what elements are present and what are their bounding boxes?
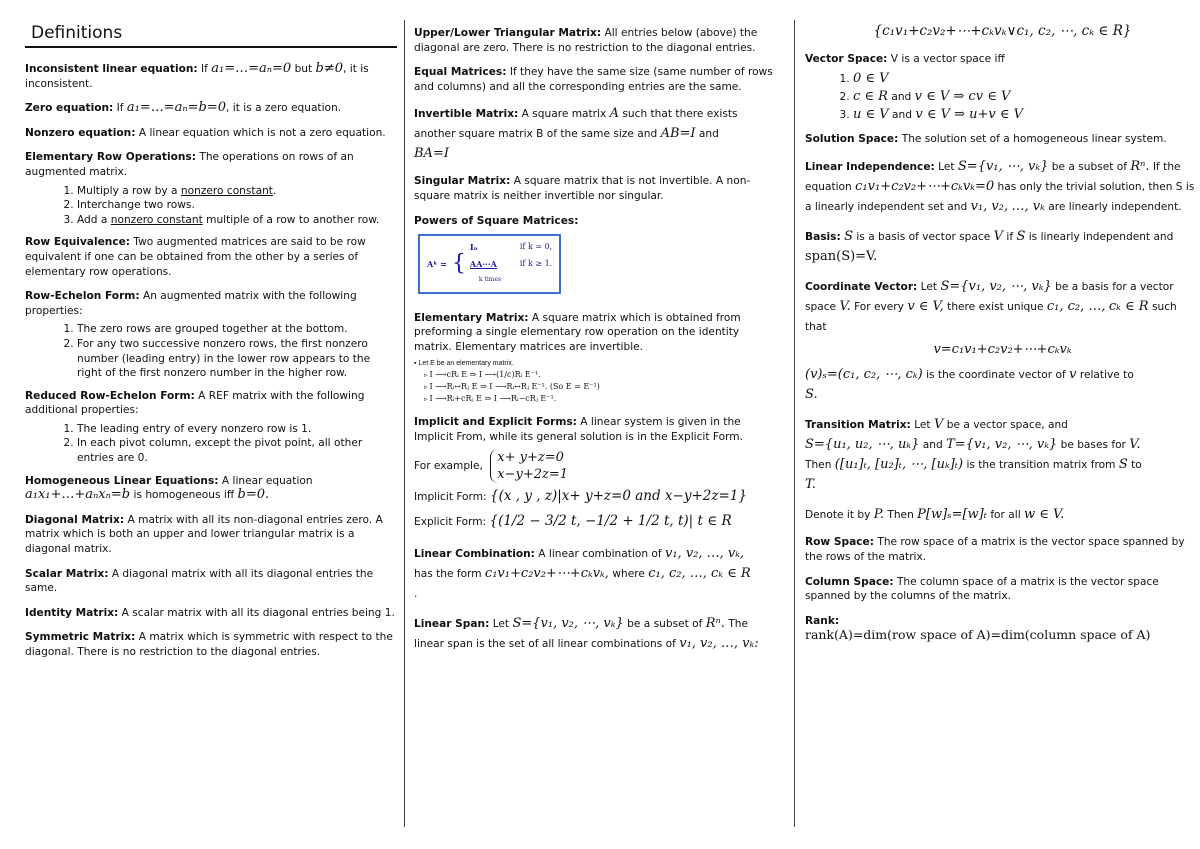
title-underline — [25, 46, 397, 48]
transition-denote: Denote it by P. Then P[w]ₛ=[w]ₜ for all w ∈ V. — [805, 507, 1065, 523]
coordinate-equation: v=c₁v₁+c₂v₂+⋯+cₖvₖ — [933, 341, 1072, 357]
def-homogeneous: Homogeneous Linear Equations: A linear equation a₁x₁+…+aₙxₙ=b is homogeneous iff b=0. — [25, 474, 313, 503]
def-linear-span: Linear Span: Let S={v₁, v₂, ⋯, vₖ} be a subset of Rⁿ. The linear span is the set of all linear combinations of v₁, v₂, …, vₖ: — [414, 615, 759, 651]
coordinate-vector-note: (v)ₛ=(c₁, c₂, ⋯, cₖ) is the coordinate vector of v relative to S. — [805, 367, 1134, 403]
powers-formula-image: Aᵏ = { Iₙ if k = 0, AA···A if k ≥ 1. k times — [418, 234, 561, 294]
example-system: For example, x+ y+z=0 x−y+2z=1 — [414, 449, 569, 482]
ero-list — [25, 184, 397, 228]
list-item: 1. The zero rows are grouped together at the bottom. — [77, 322, 397, 337]
column-divider-1 — [404, 20, 405, 827]
def-row-space: Row Space: The row space of a matrix is the vector space spanned by the rows of the matrix. — [805, 536, 1185, 563]
def-column-space: Column Space: The column space of a matrix is the vector space spanned by the columns of the matrix. — [805, 575, 1159, 603]
def-elementary-matrix: Elementary Matrix: A square matrix which is obtained from preforming a single elementary row operation on the identity matrix. Elementary matrices are invertible. — [414, 311, 741, 353]
def-linear-combination: Linear Combination: A linear combination of v₁, v₂, …, vₖ, has the form c₁v₁+c₂v₂+⋯+cₖvₖ, where c₁, c₂, …, cₖ ∈ R . — [414, 545, 751, 600]
rref-list — [25, 422, 397, 466]
def-linear-independence: Linear Independence: Let S={v₁, ⋯, vₖ} be a subset of Rⁿ. If the equation c₁v₁+c₂v₂+⋯+cₖvₖ=0 has only the trivial solution, then S is a linearly independent set and v₁, v₂, …, vₖ are linearly independent. — [805, 158, 1195, 214]
def-solution-space: Solution Space: The solution set of a homogeneous linear system. — [805, 133, 1167, 146]
def-vector-space: Vector Space: V is a vector space iff — [805, 52, 1005, 65]
def-triangular: Upper/Lower Triangular Matrix: All entries below (above) the diagonal are zero. There is no restriction to the diagonal entries. — [414, 27, 758, 54]
ref-list — [25, 322, 397, 380]
def-zero-equation: Zero equation: If a₁=…=aₙ=b=0, it is a zero equation. — [25, 100, 342, 116]
def-powers: Powers of Square Matrices: — [414, 214, 579, 227]
def-transition-matrix: Transition Matrix: Let V be a vector space, and S={u₁, u₂, ⋯, uₖ} and T={v₁, v₂, ⋯, vₖ} be bases for V. Then ([u₁]ₜ, [u₂]ₜ, ⋯, [uₖ]ₜ) is the transition matrix from S to T. — [805, 417, 1142, 493]
def-coordinate-vector: Coordinate Vector: Let S={v₁, v₂, ⋯, vₖ} be a basis for a vector space V. For every v ∈ V, there exist unique c₁, c₂, …, cₖ ∈ R such that — [805, 278, 1177, 333]
list-item: 3. Add a nonzero constant multiple of a row to another row. — [77, 213, 397, 228]
def-invertible: Invertible Matrix: A square matrix A such that there exists another square matrix B of the same size and AB=I and BA=I — [414, 106, 738, 162]
def-row-equivalence: Row Equivalence: Two augmented matrices are said to be row equivalent if one can be obtained from the other by a series of elementary row operations. — [25, 236, 366, 278]
def-scalar: Scalar Matrix: A diagonal matrix with all its diagonal entries the same. — [25, 567, 374, 595]
def-symmetric: Symmetric Matrix: A matrix which is symmetric with respect to the diagonal. There is no restriction to the diagonal entries. — [25, 631, 393, 658]
implicit-form: Implicit Form: {(x , y , z)|x+ y+z=0 and x−y+2z=1} — [414, 487, 747, 504]
elementary-matrix-image: ▪ Let E be an elementary matrix. ▹ I ⟶cRᵢ E ⇒ I ⟶(1/c)Rᵢ E⁻¹. ▹ I ⟶Rᵢ↔Rⱼ E ⇒ I ⟶Rᵢ↔Rⱼ E⁻¹. (So E = E⁻¹) ▹ I ⟶Rᵢ+cRⱼ E ⇒ I ⟶Rᵢ−cRⱼ E⁻¹. — [414, 360, 600, 404]
def-singular: Singular Matrix: A square matrix that is not invertible. A non-square matrix is neither invertible nor singular. — [414, 175, 751, 202]
list-item: 1. Multiply a row by a nonzero constant. — [77, 184, 397, 199]
def-equal-matrices: Equal Matrices: If they have the same size (same number of rows and columns) and all the corresponding entries are the same. — [414, 66, 773, 93]
def-inconsistent: Inconsistent linear equation: If a₁=…=aₙ=0 but b≠0, it is inconsistent. — [25, 61, 369, 90]
explicit-form: Explicit Form: {(1/2 − 3/2 t, −1/2 + 1/2 t, t)| t ∈ R — [414, 513, 732, 530]
def-nonzero-equation: Nonzero equation: A linear equation which is not a zero equation. — [25, 126, 386, 139]
column-divider-2 — [794, 20, 795, 827]
list-item: 2. For any two successive nonzero rows, the first nonzero number (leading entry) in the lower row appears to the right of the first nonzero number in the higher row. — [77, 337, 397, 381]
list-item: 1. 0 ∈ V — [853, 70, 1200, 88]
def-ref: Row-Echelon Form: An augmented matrix with the following properties: — [25, 290, 357, 317]
def-diagonal: Diagonal Matrix: A matrix with all its non-diagonal entries zero. A matrix which is both an upper and lower triangular matrix is a diagonal matrix. — [25, 513, 383, 556]
def-basis: Basis: S is a basis of vector space V if S is linearly independent and span(S)=V. — [805, 228, 1174, 264]
list-item: 3. u ∈ V and v ∈ V ⇒ u+v ∈ V — [853, 106, 1200, 124]
list-item: 2. In each pivot column, except the pivot point, all other entries are 0. — [77, 436, 397, 465]
vector-space-list — [805, 70, 1200, 124]
list-item: 1. The leading entry of every nonzero row is 1. — [77, 422, 397, 437]
def-elementary-row-ops: Elementary Row Operations: The operations on rows of an augmented matrix. — [25, 151, 354, 178]
column-3 — [805, 20, 1200, 644]
page-title: Definitions — [31, 23, 123, 43]
def-implicit-explicit: Implicit and Explicit Forms: A linear system is given in the Implicit From, while its general solution is in the Explicit Form. — [414, 416, 743, 443]
list-item: 2. c ∈ R and v ∈ V ⇒ cv ∈ V — [853, 88, 1200, 106]
list-item: 2. Interchange two rows. — [77, 198, 397, 213]
span-set: {c₁v₁+c₂v₂+⋯+cₖvₖ∨c₁, c₂, ⋯, cₖ ∈ R} — [873, 23, 1132, 39]
column-1 — [25, 20, 397, 670]
def-rank: Rank: rank(A)=dim(row space of A)=dim(column space of A) — [805, 614, 1151, 643]
column-2 — [414, 26, 774, 664]
def-identity: Identity Matrix: A scalar matrix with all its diagonal entries being 1. — [25, 606, 395, 619]
def-rref: Reduced Row-Echelon Form: A REF matrix with the following additional properties: — [25, 389, 365, 417]
